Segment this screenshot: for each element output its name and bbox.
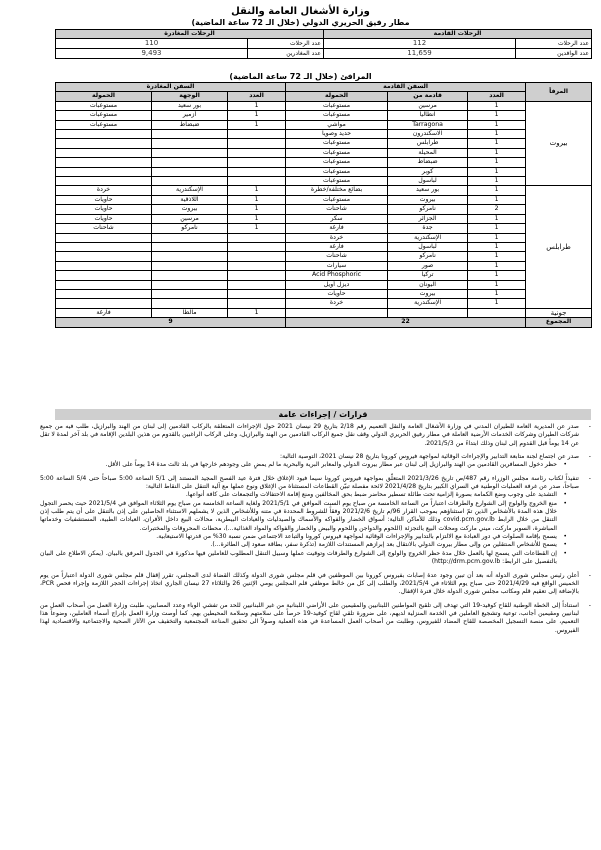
port-cell-a-cargo: سكر — [286, 214, 388, 223]
port-cell-d-count — [228, 261, 286, 270]
port-cell-a-count: 1 — [468, 271, 526, 280]
port-cell-a-cargo: سيارات — [286, 261, 388, 270]
port-cell-a-from: لباسول — [388, 242, 468, 251]
port-cell-d-cargo — [56, 177, 152, 186]
port-cell-a-count: 1 — [468, 280, 526, 289]
port-cell-d-cargo — [56, 130, 152, 139]
port-cell-a-cargo: مستوعبات — [286, 167, 388, 176]
departures-people-value: 9,493 — [56, 49, 248, 59]
port-cell-d-count — [228, 130, 286, 139]
ports-header-row-2 — [56, 92, 592, 101]
port-cell-a-count — [468, 308, 526, 317]
port-cell-a-count: 1 — [468, 214, 526, 223]
port-cell-d-cargo — [56, 252, 152, 261]
port-row — [56, 289, 592, 298]
port-cell-d-dest: اللاذقية — [152, 195, 228, 204]
port-cell-a-count: 1 — [468, 289, 526, 298]
decision-text: - صدر عن المديرية العامة للطيران المدني في وزارة الأشغال العامة والنقل التعميم رقم 2/18 بتاريخ 29 نيسان 2021 حول الإجراءات المتعلقة بالركاب القادمين إلى لبنان من الهند والبرازيل، طلب فيه من جميع شركات الطيران وشركات الخدمات الأرضية العاملة في مطار رفيق الحريري الدولي وقف نقل جميع الركاب القادمين من الهند والبرازيل، وعلى الركاب الراغبين بالقدوم من هذين البلدين الإقامة في بلد آخر لمدة لا تقل عن 14 يوماً قبل القدوم إلى لبنان وذلك ابتداءً من 2021/5/3. — [40, 423, 579, 447]
flights-table — [55, 29, 592, 59]
port-cell-d-dest: بور سعيد — [152, 101, 228, 110]
port-cell-a-count: 2 — [468, 205, 526, 214]
port-row — [56, 148, 592, 157]
port-row — [56, 139, 592, 148]
port-cell-d-cargo — [56, 261, 152, 270]
total-row — [56, 318, 592, 327]
port-cell-d-count: 1 — [228, 308, 286, 317]
port-cell-d-cargo: فارغة — [56, 308, 152, 317]
port-cell-d-count — [228, 252, 286, 261]
port-cell-d-count — [228, 158, 286, 167]
port-cell-a-from: كوبر — [388, 167, 468, 176]
arriving-ships-header: السفن القادمة — [286, 83, 526, 92]
port-row — [56, 130, 592, 139]
port-row — [56, 195, 592, 204]
port-row — [56, 205, 592, 214]
port-cell-a-cargo: مستوعبات — [286, 111, 388, 120]
port-cell-a-cargo — [286, 308, 388, 317]
port-cell-a-count: 1 — [468, 299, 526, 308]
departing-count-header: العدد — [228, 92, 286, 101]
port-cell-d-cargo — [56, 242, 152, 251]
port-cell-a-from: المحيلة — [388, 148, 468, 157]
port-cell-a-from: الإسكندرية — [388, 233, 468, 242]
arriving-flights-header: الرحلات القادمة — [324, 30, 592, 39]
decision-text: - تنفيذاً لكتاب رئاسة مجلس الوزراء رقم 487/ص تاريخ 2021/3/26 المتعلّق بمواجهة فيروس كورونا سيما فيود الإغلاق خلال فترة عيد الفصح المجيد المستند إلى 5/1 الساعة 5:00 صباحاً حتى 5/4 الساعة 5:00 صباحاً، صدر عن غرفة العمليات الوطنية في السراي الكبير بتاريخ 2021/4/28 لائحة مفصلة تبيّن القطاعات المستثناة من الإغلاق ونوع عملها مع آلية التنقل على النقاط التالية: — [40, 474, 580, 491]
port-cell-a-cargo: بضائع مختلفة/خطرة — [286, 186, 388, 195]
port-cell-a-cargo: فارغة — [286, 242, 388, 251]
port-cell-d-cargo — [56, 233, 152, 242]
decision-subitem: • إن القطاعات التي يسمح لها بالعمل خلال مدة حظر الخروج والولوج إلى الشوارع والطرقات وتوقيت عملها وسبيل التنقل المطلوب للعاملين فيها مذكورة في الجدول المرفق بالبيان. (يمكن الاطلاع على البيان بالتفصيل على الرابط: http://drm.pcm.gov.lb) — [40, 550, 579, 567]
port-cell-d-cargo: خردة — [56, 186, 152, 195]
total-departing: 9 — [56, 318, 286, 327]
departures-people-label: عدد المغادرين — [248, 49, 324, 59]
port-cell-d-dest: ضبضاط — [152, 120, 228, 129]
port-row — [56, 214, 592, 223]
ministry-title: وزارة الأشغال العامة والنقل — [231, 6, 370, 17]
port-cell-a-from: اليونان — [388, 280, 468, 289]
port-cell-d-count — [228, 233, 286, 242]
port-cell-a-from: الجزائر — [388, 214, 468, 223]
port-cell-d-count: 1 — [228, 120, 286, 129]
departing-flights-header: الرحلات المغادرة — [56, 30, 324, 39]
arriving-from-header: قادمة من — [388, 92, 468, 101]
port-row — [56, 111, 592, 120]
ports-table — [55, 82, 592, 328]
decision-subitem: • التشديد على وجوب وضع الكمامة بصورة إلزامية تحت طائلة تسطير محاضر ضبط بحق المخالفين ومنع إقامة الاحتفالات والتجمعات على كافة أنواعها. — [40, 491, 579, 499]
decisions-title: قرارات / إجراءات عامة — [55, 409, 591, 420]
port-row — [56, 101, 592, 110]
port-row — [56, 186, 592, 195]
port-cell-a-count: 1 — [468, 148, 526, 157]
port-cell-a-cargo: مستوعبات — [286, 195, 388, 204]
port-cell-a-from: نامركو — [388, 252, 468, 261]
port-cell-d-count: 1 — [228, 205, 286, 214]
port-row — [56, 120, 592, 129]
port-cell-d-dest — [152, 271, 228, 280]
port-cell-a-from: ضبضاط — [388, 158, 468, 167]
port-cell-a-count: 1 — [468, 186, 526, 195]
port-cell-a-from: Tarragona — [388, 120, 468, 129]
port-cell-d-cargo — [56, 148, 152, 157]
departing-cargo-header: الحمولة — [56, 92, 152, 101]
port-cell-d-count — [228, 299, 286, 308]
decision-subitem: • حظر دخول المسافرين القادمين من الهند والبرازيل إلى لبنان عبر مطار بيروت الدولي والمعابر البرية والبحرية ما لم يمضِ على وجودهم خارجها في بلد ثالث مدة 14 يوماً على الأقل. — [40, 461, 579, 469]
port-cell-d-count — [228, 148, 286, 157]
port-cell-d-cargo: مستوعبات — [56, 101, 152, 110]
port-cell-a-cargo: Acid Phosphoric — [286, 271, 388, 280]
arrivals-people-value: 11,659 — [324, 49, 516, 59]
arrivals-people-label: عدد الوافدين — [516, 49, 592, 59]
decision-text: - استناداً إلى الخطة الوطنية للقاح كوفيد-19 التي تهدف إلى تلقيح المواطنين اللبنانيين والمقيمين على الأراضي اللبنانية من غير اللبنانيين للحد من تفشي الوباء وعدد المصابين، طلبت وزارة العمل من أصحاب العمل من لبنانيين ومقيمين أجانب، توعية وتشجيع العاملين في الخدمة المنزلية لديهم، على ضرورة تلقي لقاح كوفيد-19 حرصاً على سلامتهم وسلامة المحيطين بهم. كما أوصت وزارة العمل بإدراج أسماء العاملين، وضوعاً هذا التعميم، على منصة التسجيل المخصصة للقاح المضاد للفيروس، وطلبت من أصحاب العمل المساعدة في هذه العملية وصولاً الى تحقيق المناعة المجتمعية والتخفيف من الآثار الصحية والاجتماعية والاقتصادية لهذا الفيروس. — [40, 601, 579, 634]
decision-item — [40, 453, 591, 470]
port-cell-d-dest: مالطا — [152, 308, 228, 317]
port-cell-d-count: 1 — [228, 111, 286, 120]
port-cell-d-dest: أزمير — [152, 111, 228, 120]
decision-item — [40, 602, 591, 635]
port-cell-d-dest: مرسين — [152, 214, 228, 223]
port-cell-d-count: 1 — [228, 224, 286, 233]
port-row — [56, 177, 592, 186]
port-cell-a-cargo: خردة — [286, 233, 388, 242]
port-row — [56, 233, 592, 242]
port-cell-d-count — [228, 167, 286, 176]
port-cell-d-count — [228, 280, 286, 289]
arriving-count-header: العدد — [468, 92, 526, 101]
port-cell-a-from: جدة — [388, 224, 468, 233]
port-cell-a-count: 1 — [468, 139, 526, 148]
port-cell-d-cargo — [56, 299, 152, 308]
port-cell-a-cargo: شاحنات — [286, 252, 388, 261]
port-cell-d-cargo: مستوعبات — [56, 120, 152, 129]
port-cell-d-dest — [152, 299, 228, 308]
port-row — [56, 167, 592, 176]
port-cell-d-dest — [152, 158, 228, 167]
total-label: المجموع — [526, 318, 592, 327]
decision-subitem: • يسمح بإقامة الصلوات في دور العبادة مع الالتزام بالتدابير والإجراءات الوقائية لمواجهة فيروس كورونا والتباعد الاجتماعي ضمن نسبة 30% من قدرتها الاستيعابية. — [40, 533, 579, 541]
port-cell-d-count — [228, 242, 286, 251]
port-cell-d-cargo — [56, 167, 152, 176]
port-cell-a-count: 1 — [468, 261, 526, 270]
port-cell-d-cargo: حاويات — [56, 214, 152, 223]
port-cell-a-cargo: حديد وصويا — [286, 130, 388, 139]
decision-subitem: • يسمح للأشخاص المنتقلين من وإلى مطار بيروت الدولي بالانتقال بعد إبرازهم المستندات اللازمة (تذكرة سفر، بطاقة صعود إلى الطائرة...). — [40, 541, 579, 549]
port-cell-a-cargo: خردة — [286, 299, 388, 308]
port-cell-d-dest — [152, 177, 228, 186]
port-cell-a-cargo: فارغة — [286, 224, 388, 233]
port-cell-a-from: انطاليا — [388, 111, 468, 120]
port-row — [56, 280, 592, 289]
port-cell-d-dest: نامركو — [152, 224, 228, 233]
port-name: طرابلس — [526, 186, 592, 308]
port-cell-a-cargo: مستوعبات — [286, 139, 388, 148]
port-cell-a-count: 1 — [468, 224, 526, 233]
port-cell-a-from: بيروت — [388, 289, 468, 298]
port-header: المرفأ — [526, 83, 592, 102]
port-cell-d-count — [228, 289, 286, 298]
port-cell-a-count: 1 — [468, 195, 526, 204]
port-cell-d-cargo — [56, 280, 152, 289]
port-cell-d-cargo: مستوعبات — [56, 111, 152, 120]
port-cell-d-count — [228, 271, 286, 280]
port-name: جونية — [526, 308, 592, 317]
port-row — [56, 299, 592, 308]
port-cell-d-cargo: حاويات — [56, 205, 152, 214]
decisions-list — [40, 423, 591, 640]
departing-flights-label: عدد الرحلات — [248, 39, 324, 49]
port-row — [56, 308, 592, 317]
arriving-flights-value: 112 — [324, 39, 516, 49]
port-cell-a-count: 1 — [468, 242, 526, 251]
port-cell-d-cargo — [56, 289, 152, 298]
port-row — [56, 271, 592, 280]
port-cell-d-count — [228, 177, 286, 186]
port-cell-a-count: 1 — [468, 111, 526, 120]
total-arriving: 22 — [286, 318, 526, 327]
port-cell-d-dest — [152, 130, 228, 139]
port-cell-d-dest — [152, 280, 228, 289]
port-row — [56, 158, 592, 167]
decision-subitem: • منع الخروج والولوج إلى الشوارع والطرقات اعتباراً من الساعة الخامسة من صباح يوم السبت الموافق في 2021/5/1 ولغاية الساعة الخامسة من صباح يوم الثلاثاء الموافق في 2021/5/4 حيث يحصر التجول خلال هذه المدة بالأشخاص الذين تمّ استثناؤهم بموجب القرار 96/م تاريخ 2021/2/6 وفقاً للشروط المحددة في متنه وللأشخاص الذين لا يشملهم الاستثناء الحاصلين على إذن بالتنقل على أن يتم طلب إذن التنقل من خلال الرابط covid.pcm.gov.lb وذلك للأماكن التالية: أسواق الخضار والفواكه والأسماك والصيدليات والعيادات البيطرية، محالات البيع داخل الأفران، العيادات الطبية، المستشفيات وخدماتها المباشرة، السوبر ماركت، ميني ماركت ومحلات البيع بالتجزئة (اللحوم والدواجن واللحوم والبيض والخضار والفواكه والمواد الغذائية...)، محطات المحروقات والمختبرات. — [40, 500, 579, 533]
port-row — [56, 242, 592, 251]
departing-flights-value: 110 — [56, 39, 248, 49]
port-cell-a-from: بيروت — [388, 195, 468, 204]
port-cell-a-cargo: مواشي — [286, 120, 388, 129]
port-cell-d-cargo — [56, 139, 152, 148]
port-cell-a-cargo: مستوعبات — [286, 101, 388, 110]
decision-item — [40, 572, 591, 597]
port-cell-a-from: نامركو — [388, 205, 468, 214]
port-cell-a-count: 1 — [468, 158, 526, 167]
port-row — [56, 224, 592, 233]
port-cell-a-from — [388, 308, 468, 317]
port-cell-d-count — [228, 139, 286, 148]
port-cell-a-from: صور — [388, 261, 468, 270]
decision-text: - صدر عن اجتماع لجنة متابعة التدابير والإجراءات الوقائية لمواجهة فيروس كورونا بتاريخ 28 نيسان 2021، التوصية التالية: — [280, 453, 579, 461]
port-cell-d-cargo — [56, 158, 152, 167]
port-cell-a-from: لباسول — [388, 177, 468, 186]
port-cell-a-count: 1 — [468, 177, 526, 186]
port-cell-d-dest: بيروت — [152, 205, 228, 214]
decision-item — [40, 475, 591, 567]
port-cell-d-count: 1 — [228, 214, 286, 223]
port-cell-a-from: الاسكندرون — [388, 130, 468, 139]
port-cell-a-count: 1 — [468, 252, 526, 261]
ports-header-row-1 — [56, 83, 592, 92]
flights-header-row — [56, 30, 592, 39]
port-cell-a-cargo: ديزل أويل — [286, 280, 388, 289]
port-cell-d-count: 1 — [228, 186, 286, 195]
departing-destination-header: الوجهة — [152, 92, 228, 101]
port-cell-d-cargo: حاويات — [56, 195, 152, 204]
decision-item — [40, 423, 591, 448]
port-row — [56, 261, 592, 270]
port-cell-a-count: 1 — [468, 167, 526, 176]
airport-report-title: مطار رفيق الحريري الدولي (خلال الـ 72 ساعة الماضية) — [191, 18, 410, 27]
port-cell-d-dest — [152, 148, 228, 157]
port-cell-a-from: الإسكندرية — [388, 299, 468, 308]
port-cell-d-dest — [152, 289, 228, 298]
port-cell-d-count: 1 — [228, 195, 286, 204]
port-name: بيروت — [526, 101, 592, 186]
ports-body — [56, 101, 592, 327]
port-cell-d-dest — [152, 242, 228, 251]
port-cell-a-from: تركيا — [388, 271, 468, 280]
port-cell-a-count: 1 — [468, 233, 526, 242]
port-cell-d-dest — [152, 233, 228, 242]
port-cell-a-cargo: مستوعبات — [286, 148, 388, 157]
port-cell-a-count: 1 — [468, 130, 526, 139]
flights-people-row — [56, 49, 592, 59]
departing-ships-header: السفن المغادرة — [56, 83, 286, 92]
port-row — [56, 252, 592, 261]
port-cell-a-cargo: شاحنات — [286, 205, 388, 214]
port-cell-a-count: 1 — [468, 101, 526, 110]
port-cell-d-dest — [152, 252, 228, 261]
port-cell-d-cargo: شاحنات — [56, 224, 152, 233]
port-cell-a-cargo: مستوعبات — [286, 158, 388, 167]
port-cell-d-cargo — [56, 271, 152, 280]
port-cell-d-dest — [152, 261, 228, 270]
port-cell-a-from: طرابلس — [388, 139, 468, 148]
decision-text: - أعلن رئيس مجلس شورى الدولة أنه بعد أن تبين وجود عدة إصابات بفيروس كورونا بين الموظفين في قلم مجلس شورى الدولة وكذلك القضاة لدى المجلس، تقرر إقفال قلم مجلس شورى الدولة اعتباراً من يوم الخميس الواقع فيه 2021/4/29 حتى صباح يوم الثلاثاء في 2021/5/4، والطلب إلى كل من خالط موظفي قلم المجلس يومي الإثنين 26 والثلاثاء 27 نيسان الجاري اتخاذ إجراءات الحجر اللازمة وإجراء فحص PCR، بالإضافة إلى تعقيم قلم ومكاتب مجلس شورى الدولة خلال فترة الإقفال. — [40, 571, 579, 596]
port-cell-a-from: مرسين — [388, 101, 468, 110]
flights-count-row — [56, 39, 592, 49]
port-cell-d-dest — [152, 139, 228, 148]
arriving-cargo-header: الحمولة — [286, 92, 388, 101]
port-cell-a-count: 1 — [468, 120, 526, 129]
port-cell-d-count: 1 — [228, 101, 286, 110]
port-cell-a-cargo: حاويات — [286, 289, 388, 298]
port-cell-a-cargo: مستوعبات — [286, 177, 388, 186]
arriving-flights-label: عدد الرحلات — [516, 39, 592, 49]
port-cell-a-from: بور سعيد — [388, 186, 468, 195]
port-cell-d-dest — [152, 167, 228, 176]
ports-title: المرافئ (خلال الـ 72 ساعة الماضية) — [229, 72, 372, 81]
port-cell-d-dest: الإسكندرية — [152, 186, 228, 195]
